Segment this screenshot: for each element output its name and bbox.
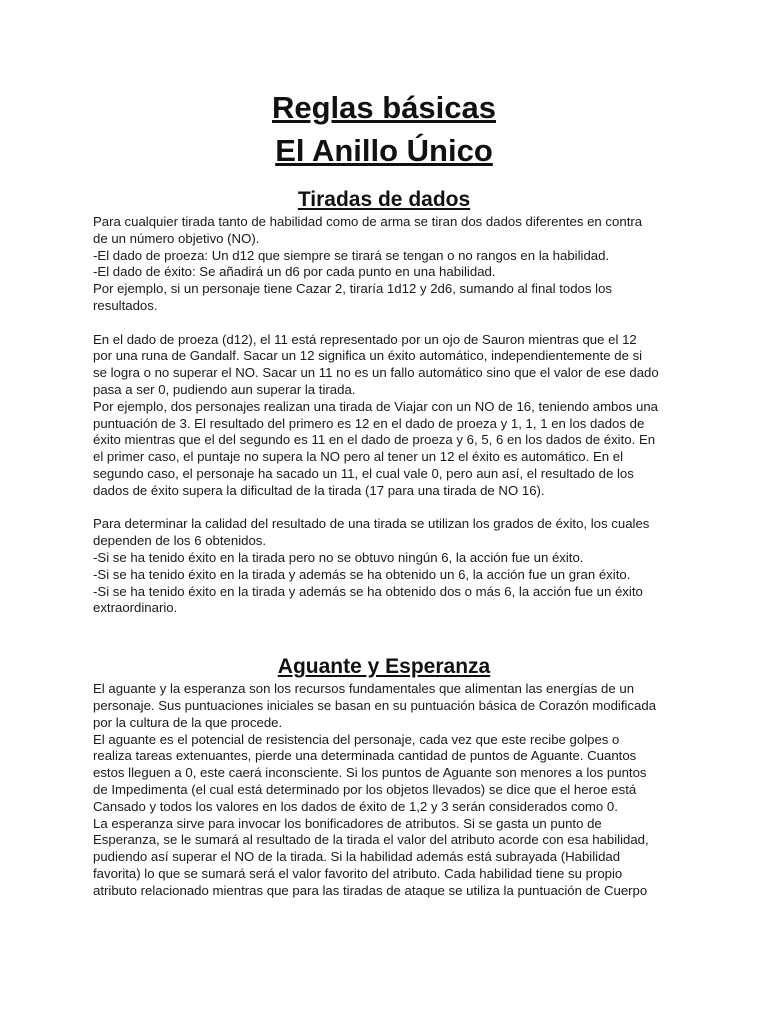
text-line: Para determinar la calidad del resultado de una tirada se utilizan los grados de éxito, los cuales bbox=[93, 516, 650, 532]
text-line: El aguante y la esperanza son los recursos fundamentales que alimentan las energías de un bbox=[93, 681, 635, 697]
text-line: Para cualquier tirada tanto de habilidad como de arma se tiran dos dados diferentes en contra bbox=[93, 214, 643, 229]
text-line: Cansado y todos los valores en los dados de éxito de 1,2 y 3 serán considerados como 0. bbox=[93, 798, 618, 814]
title-line-2: El Anillo Único bbox=[275, 133, 493, 168]
text-line: extraordinario. bbox=[93, 600, 178, 616]
text-line: resultados. bbox=[93, 297, 158, 313]
text-line: de un número objetivo (NO). bbox=[93, 230, 260, 246]
text-line: se logra o no superar el NO. Sacar un 11 no es un fallo automático sino que el valor de ese dado bbox=[93, 365, 659, 381]
text-line: por una runa de Gandalf. Sacar un 12 significa un éxito automático, independientemente de si bbox=[93, 348, 643, 364]
text-line: estos lleguen a 0, este caerá inconsciente. Si los puntos de Aguante son menores a los puntos bbox=[93, 765, 647, 781]
text-line: el primer caso, el puntaje no supera la NO pero al tener un 12 el éxito es automático. En el bbox=[93, 449, 623, 465]
text-line: de Impedimenta (el cual está determinado por los objetos llevados) se dice que el heroe está bbox=[93, 781, 637, 797]
text-line: Por ejemplo, si un personaje tiene Cazar 2, tiraría 1d12 y 2d6, sumando al final todos los bbox=[93, 281, 613, 297]
section-title-tiradas-de-dados: Tiradas de dados bbox=[297, 188, 471, 211]
text-line: pasa a ser 0, pudiendo aun superar la tirada. bbox=[93, 381, 356, 397]
text-line: El aguante es el potencial de resistencia del personaje, cada vez que este recibe golpes o bbox=[93, 731, 620, 747]
paragraph-gap bbox=[93, 500, 675, 517]
text-line: dependen de los 6 obtenidos. bbox=[93, 533, 267, 549]
text-line: favorita) lo que se sumará será el valor favorito del atributo. Cada habilidad tiene su propio bbox=[93, 865, 623, 881]
paragraph bbox=[93, 681, 675, 899]
text-line: personaje. Sus puntuaciones iniciales se basan en su puntuación básica de Corazón modificada bbox=[93, 697, 657, 713]
text-line: -El dado de proeza: Un d12 que siempre se tirará se tengan o no rangos en la habilidad. bbox=[93, 247, 610, 263]
paragraph bbox=[93, 332, 675, 500]
section-body-tiradas-de-dados bbox=[93, 214, 675, 617]
section-body-aguante-y-esperanza bbox=[93, 681, 675, 899]
text-line: por la cultura de la que procede. bbox=[93, 714, 283, 730]
text-line: pudiendo así superar el NO de la tirada. Si la habilidad además está subrayada (Habilidad bbox=[93, 849, 621, 865]
paragraph-gap bbox=[93, 315, 675, 332]
document-page bbox=[93, 86, 675, 899]
text-line: atributo relacionado mientras que para las tiradas de ataque se utiliza la puntuación de Cuerpo bbox=[93, 882, 648, 898]
text-line: puntuación de 3. El resultado del primero es 12 en el dado de proeza y 1, 1, 1 en los dados de bbox=[93, 415, 645, 431]
text-line: Por ejemplo, dos personajes realizan una tirada de Viajar con un NO de 16, teniendo ambos una bbox=[93, 398, 658, 414]
text-line: En el dado de proeza (d12), el 11 está representado por un ojo de Sauron mientras que el 12 bbox=[93, 331, 637, 347]
text-line: dados de éxito supera la dificultad de la tirada (17 para una tirada de NO 16). bbox=[93, 482, 545, 498]
text-line: -Si se ha tenido éxito en la tirada pero no se obtuvo ningún 6, la acción fue un éxito. bbox=[93, 549, 584, 565]
section-title-aguante-y-esperanza: Aguante y Esperanza bbox=[277, 655, 491, 679]
text-line: Esperanza, se le sumará al resultado de la tirada el valor del atributo acorde con esa habilidad, bbox=[93, 832, 649, 848]
text-line: -El dado de éxito: Se añadirá un d6 por cada punto en una habilidad. bbox=[93, 264, 496, 280]
text-line: La esperanza sirve para invocar los bonificadores de atributos. Si se gasta un punto de bbox=[93, 815, 602, 831]
document-title bbox=[93, 86, 675, 172]
paragraph bbox=[93, 516, 675, 617]
text-line: realiza tareas extenuantes, pierde una determinada cantidad de puntos de Aguante. Cuantos bbox=[93, 748, 637, 764]
text-line: -Si se ha tenido éxito en la tirada y además se ha obtenido dos o más 6, la acción fue un éxito bbox=[93, 583, 643, 599]
text-line: -Si se ha tenido éxito en la tirada y además se ha obtenido un 6, la acción fue un gran éxito. bbox=[93, 566, 631, 582]
title-line-1: Reglas básicas bbox=[271, 90, 497, 125]
text-line: éxito mientras que el del segundo es 11 en el dado de proeza y 6, 5, 6 en los dados de éxito. En bbox=[93, 432, 656, 448]
paragraph bbox=[93, 214, 675, 315]
text-line: segundo caso, el personaje ha sacado un 11, el cual vale 0, pero aun así, el resultado de los bbox=[93, 465, 634, 481]
